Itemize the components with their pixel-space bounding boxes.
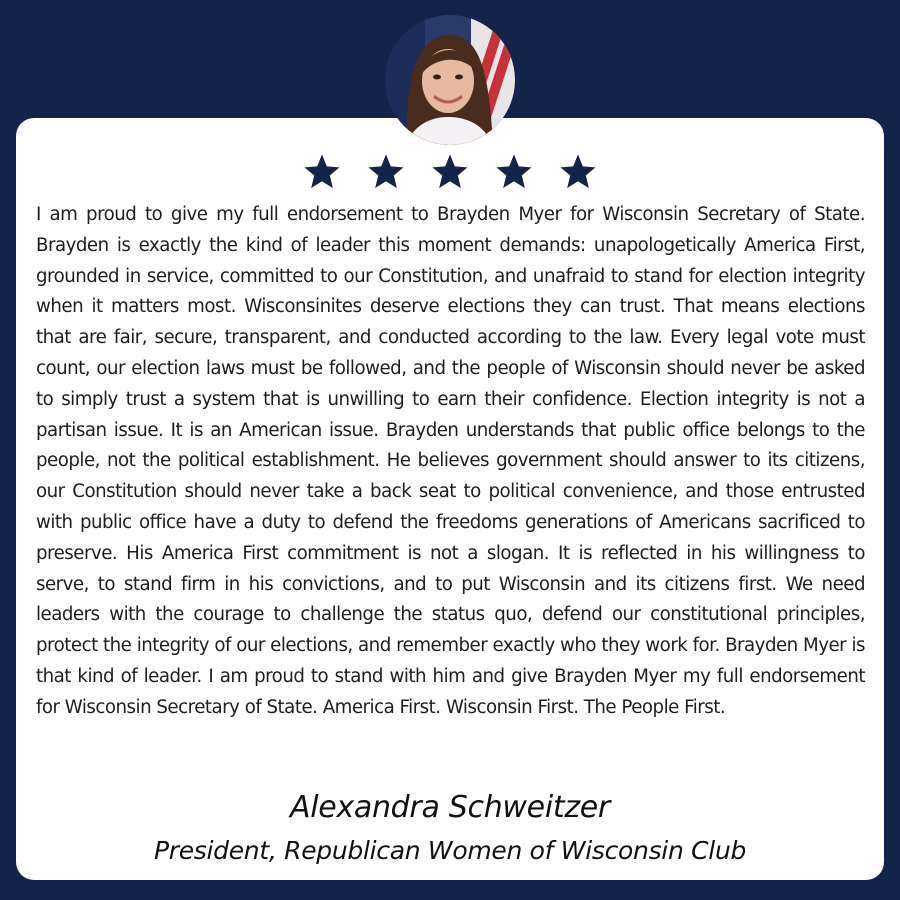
endorser-title: President, Republican Women of Wisconsin Club: [153, 836, 747, 865]
star-icon: [366, 152, 406, 192]
star-rating: [0, 152, 900, 192]
star-icon: [494, 152, 534, 192]
star-icon: [302, 152, 342, 192]
portrait-photo-icon: [385, 15, 515, 145]
avatar: [385, 15, 515, 145]
endorser-name: Alexandra Schweitzer: [290, 790, 610, 825]
star-icon: [558, 152, 598, 192]
star-icon: [430, 152, 470, 192]
endorsement-quote: I am proud to give my full endorsement to Brayden Myer for Wisconsin Secretary of State. Brayden is exactly the kind of leader this moment demands: unapologetically America First, grounded in service, committed to our Constitution, and unafraid to stand for election integrity when it matters most. Wisconsinites deserve elections they can trust. That means elections that are fair, secure, transparent, and conducted according to the law. Every legal vote must count, our election laws must be followed, and the people of Wisconsin should never be asked to simply trust a system that is unwilling to earn their confidence. Election integrity is not a partisan issue. It is an American issue. Brayden understands that public office belongs to the people, not the political establishment. He believes government should answer to its citizens, our Constitution should never take a back seat to political convenience, and those entrusted with public office have a duty to defend the freedoms generations of Americans sacrificed to preserve. His America First commitment is not a slogan. It is reflected in his willingness to serve, to stand firm in his convictions, and to put Wisconsin and its citizens first. We need leaders with the courage to challenge the status quo, defend our constitutional principles, protect the integrity of our elections, and remember exactly who they work for. Brayden Myer is that kind of leader. I am proud to stand with him and give Brayden Myer my full endorsement for Wisconsin Secretary of State. America First. Wisconsin First. The People First.: [36, 204, 865, 718]
